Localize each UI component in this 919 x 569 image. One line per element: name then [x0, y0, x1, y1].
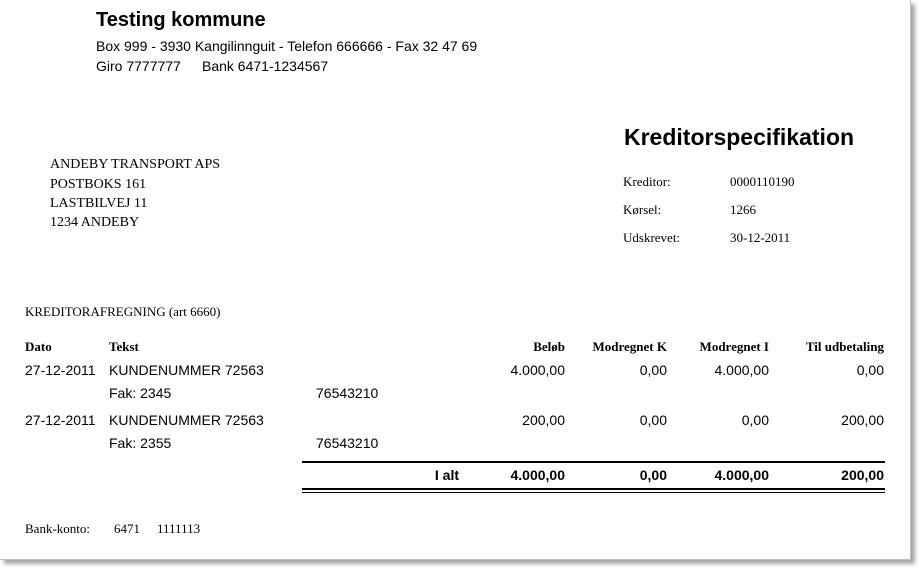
totals-belob: 4.000,00 — [510, 467, 565, 483]
totals-modregnet-i: 4.000,00 — [714, 467, 769, 483]
korsel-value: 1266 — [730, 202, 756, 217]
totals-modregnet-k: 0,00 — [639, 467, 667, 483]
recipient-name: ANDEBY TRANSPORT APS — [50, 157, 221, 172]
row-2-dato: 27-12-2011 — [25, 412, 96, 428]
recipient-address-line: POSTBOKS 161 — [50, 177, 147, 192]
row-2-belob: 200,00 — [522, 412, 565, 428]
totals-bottom-rule — [302, 488, 885, 490]
udskrevet-label: Udskrevet: — [623, 230, 681, 245]
totals-til-udbetaling: 200,00 — [841, 467, 884, 483]
row-2-ref: 76543210 — [316, 435, 379, 451]
column-header-modregnet-i: Modregnet I — [699, 339, 769, 354]
recipient-address-line: LASTBILVEJ 11 — [50, 196, 148, 211]
row-2-modregnet-k: 0,00 — [639, 412, 667, 428]
row-2-modregnet-i: 0,00 — [741, 412, 769, 428]
row-2-tekst: KUNDENUMMER 72563 — [109, 412, 264, 428]
row-1-modregnet-i: 4.000,00 — [714, 362, 769, 378]
column-header-dato: Dato — [25, 339, 52, 354]
organization-giro: Giro 7777777 — [96, 58, 181, 74]
row-1-dato: 27-12-2011 — [25, 362, 96, 378]
column-header-tekst: Tekst — [109, 339, 139, 354]
row-1-ref: 76543210 — [316, 385, 379, 401]
row-1-tekst: KUNDENUMMER 72563 — [109, 362, 264, 378]
row-1-til-udbetaling: 0,00 — [856, 362, 884, 378]
bank-account-number: 1111113 — [157, 521, 201, 536]
column-header-belob: Beløb — [533, 339, 565, 354]
organization-bank: Bank 6471-1234567 — [202, 58, 329, 74]
organization-address-line: Box 999 - 3930 Kangilinnguit - Telefon 666666 - Fax 32 47 69 — [96, 38, 478, 54]
column-header-til-udbetaling: Til udbetaling — [805, 339, 884, 354]
totals-bottom-rule-second — [302, 492, 885, 493]
totals-label: I alt — [434, 467, 459, 483]
organization-name: Testing kommune — [96, 9, 266, 31]
section-title: KREDITORAFREGNING (art 6660) — [25, 304, 221, 319]
column-header-modregnet-k: Modregnet K — [592, 339, 667, 354]
row-1-belob: 4.000,00 — [510, 362, 565, 378]
korsel-label: Kørsel: — [623, 202, 662, 217]
row-1-modregnet-k: 0,00 — [639, 362, 667, 378]
totals-top-rule — [302, 461, 885, 463]
kreditor-label: Kreditor: — [623, 174, 671, 189]
kreditor-value: 0000110190 — [730, 174, 795, 189]
row-2-fak: Fak: 2355 — [109, 435, 172, 451]
row-2-til-udbetaling: 200,00 — [841, 412, 884, 428]
recipient-address-line: 1234 ANDEBY — [50, 215, 140, 230]
udskrevet-value: 30-12-2011 — [730, 230, 791, 245]
bank-account-reg: 6471 — [114, 521, 140, 536]
row-1-fak: Fak: 2345 — [109, 385, 172, 401]
document-title: Kreditorspecifikation — [624, 124, 855, 150]
bank-account-label: Bank-konto: — [25, 521, 90, 536]
